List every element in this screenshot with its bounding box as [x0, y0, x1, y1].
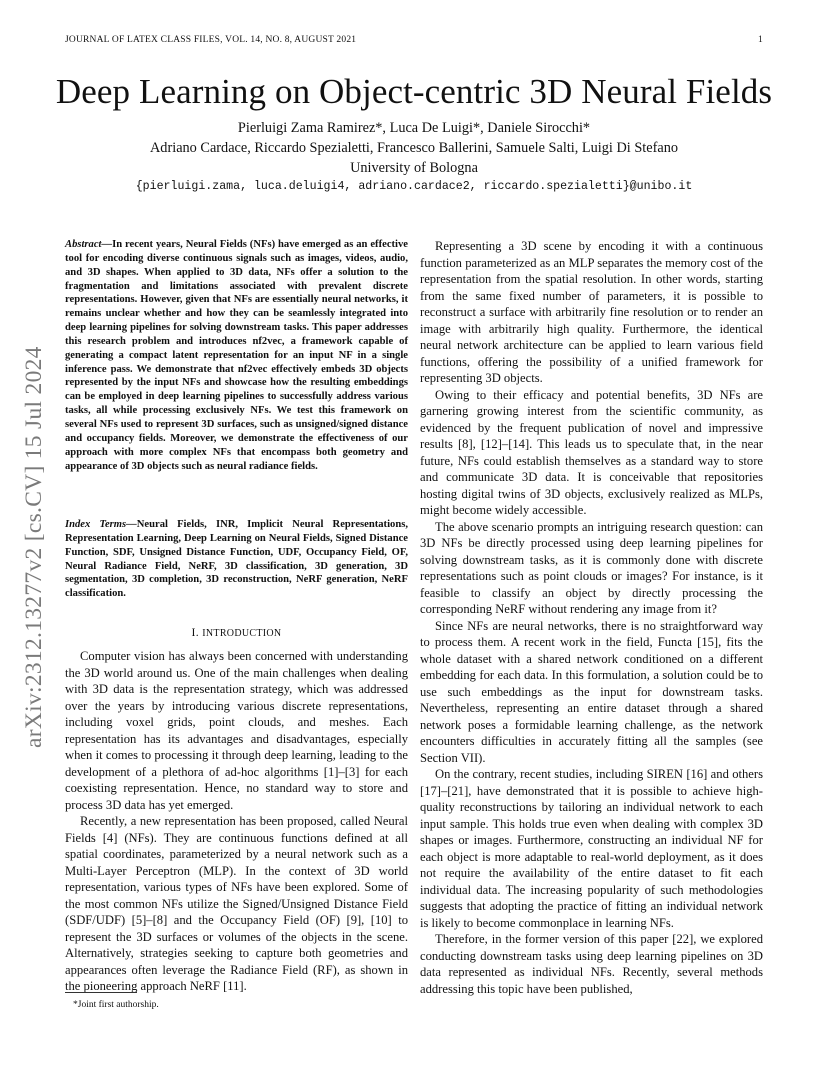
affiliation: University of Bologna: [350, 160, 478, 176]
abstract-label: Abstract—: [65, 239, 113, 250]
intro-paragraph-1: Computer vision has always been concerned with understanding the 3D world around us. One of the main challenges when dealing with 3D data is the representation strategy, which was addressed over the years by introducing various discrete representations, including voxel grids, point clouds, and meshes. Each representation has its advantages and disadvantages, especially when it comes to processing it through deep learning, leading to the development of a plethora of ad-hoc algorithms [1]–[3] for each coexisting representation. Hence, no standard way to store and process 3D data has yet emerged.: [65, 649, 408, 812]
right-column-body: [420, 238, 763, 997]
left-column-body: [65, 648, 408, 995]
right-paragraph-3: The above scenario prompts an intriguing research question: can 3D NFs be directly processed using deep learning pipelines for solving downstream tasks, as it is commonly done with discrete representations such as point clouds or images? For instance, is it feasible to classify an object by directly processing the corresponding NeRF without rendering any image from it?: [420, 519, 763, 616]
author-list-primary: Pierluigi Zama Ramirez*, Luca De Luigi*, Daniele Sirocchi*: [237, 120, 591, 136]
index-terms: [65, 518, 408, 601]
right-paragraph-4: Since NFs are neural networks, there is no straightforward way to process them. A recent work in the field, Functa [15], fits the whole dataset with a shared network conditioned on a different embedding for each data. In this formulation, a solution could be to use such embeddings as the input for downstream tasks. Nevertheless, representing an entire dataset through a shared network poses a formidable learning challenge, as the network encounters difficulties in accurately fitting all the samples (see Section VII).: [420, 618, 763, 765]
author-list-secondary: Adriano Cardace, Riccardo Spezialetti, Francesco Ballerini, Samuele Salti, Luigi Di Stefano: [149, 140, 679, 156]
index-terms-label: Index Terms—: [65, 519, 137, 530]
section-numeral: I.: [191, 625, 200, 639]
right-paragraph-6: Therefore, in the former version of this paper [22], we explored conducting downstream tasks using deep learning pipelines on 3D data represented as individual NFs. Recently, several methods addressing this topic have been published,: [420, 932, 763, 996]
intro-paragraph-2: Recently, a new representation has been proposed, called Neural Fields [4] (NFs). They are continuous functions defined at all spatial coordinates, parameterized by a neural network such as a Multi-Layer Perceptron (MLP). In the context of 3D world representation, various types of NFs have been explored. Some of the most common NFs utilize the Signed/Unsigned Distance Field (SDF/UDF) [5]–[8] and the Occupancy Field (OF) [9], [10] to represent the 3D surfaces or volumes of the objects in the scene. Alternatively, strategies seeking to capture both geometries and appearances often leverage the Radiance Field (RF), as shown in the pioneering approach NeRF [11].: [65, 814, 408, 993]
index-terms-text: Neural Fields, INR, Implicit Neural Representations, Representation Learning, Deep Learning on Neural Fields, Signed Distance Function, SDF, Unsigned Distance Function, UDF, Occupancy Field, OF, Neural Radiance Field, NeRF, 3D classification, 3D generation, 3D segmentation, 3D completion, 3D reconstruction, NeRF generation, NeRF classification.: [65, 519, 408, 600]
section-heading-introduction: [65, 625, 408, 640]
abstract-text: In recent years, Neural Fields (NFs) have emerged as an effective tool for encoding diverse continuous signals such as images, videos, audio, and 3D shapes. When applied to 3D data, NFs offer a solution to the fragmentation and limitations associated with prevalent discrete representations. However, given that NFs are essentially neural networks, it remains unclear whether and how they can be seamlessly integrated into deep learning pipelines for solving downstream tasks. This paper addresses this research problem and introduces nf2vec, a framework capable of generating a compact latent representation for an input NF in a single inference pass. We demonstrate that nf2vec effectively embeds 3D objects represented by the input NFs and showcase how the resulting embeddings can be employed in deep learning pipelines to successfully address various tasks, all while processing exclusively NFs. We test this framework on several NFs used to represent 3D surfaces, such as unsigned/signed distance and occupancy fields. Moreover, we demonstrate the effectiveness of our approach with more complex NFs that encompass both geometry and appearance of 3D objects such as neural radiance fields.: [65, 239, 408, 472]
right-paragraph-5: On the contrary, recent studies, including SIREN [16] and others [17]–[21], have demonstrated that it is possible to achieve high-quality reconstructions by tailoring an individual network to each input sample. This holds true even when dealing with complex 3D shapes or images. Furthermore, constructing an individual NF for each object is more adaptable to real-world deployment, as it does not require the availability of the entire dataset to fit each individual data. The increasing popularity of such methodologies suggests that adopting the practice of fitting an individual network is likely to become commonplace in learning NFs.: [420, 767, 763, 930]
footnote-divider: [65, 992, 137, 993]
footnote: *Joint first authorship.: [73, 1000, 159, 1010]
right-paragraph-1: Representing a 3D scene by encoding it with a continuous function parameterized as an MLP separates the memory cost of the representation from the spatial resolution. In other words, starting from the same fixed number of parameters, it is possible to reconstruct a surface with arbitrarily fine resolution or to render an image with arbitrarily high quality. Furthermore, the identical neural network architecture can be applied to learn various field functions, offering the possibility of a unified framework for representing 3D objects.: [420, 239, 763, 385]
author-emails: {pierluigi.zama, luca.deluigi4, adriano.cardace2, riccardo.spezialetti}@unibo.it: [135, 180, 693, 193]
section-title: INTRODUCTION: [202, 628, 282, 639]
arxiv-stamp: arXiv:2312.13277v2 [cs.CV] 15 Jul 2024: [21, 346, 47, 748]
abstract: [65, 238, 408, 473]
right-paragraph-2: Owing to their efficacy and potential benefits, 3D NFs are garnering growing interest from the scientific community, as evidenced by the frequent publication of novel and impressive results [8], [12]–[14]. This leads us to speculate that, in the near future, NFs could establish themselves as a standard way to store and communicate 3D data. It is conceivable that repositories hosting digital twins of 3D objects, exclusively realized as MLPs, might become widely accessible.: [420, 387, 763, 517]
journal-header: JOURNAL OF LATEX CLASS FILES, VOL. 14, NO. 8, AUGUST 2021: [65, 35, 357, 45]
page-number: 1: [758, 35, 763, 45]
paper-title: Deep Learning on Object-centric 3D Neural Fields: [55, 72, 773, 111]
